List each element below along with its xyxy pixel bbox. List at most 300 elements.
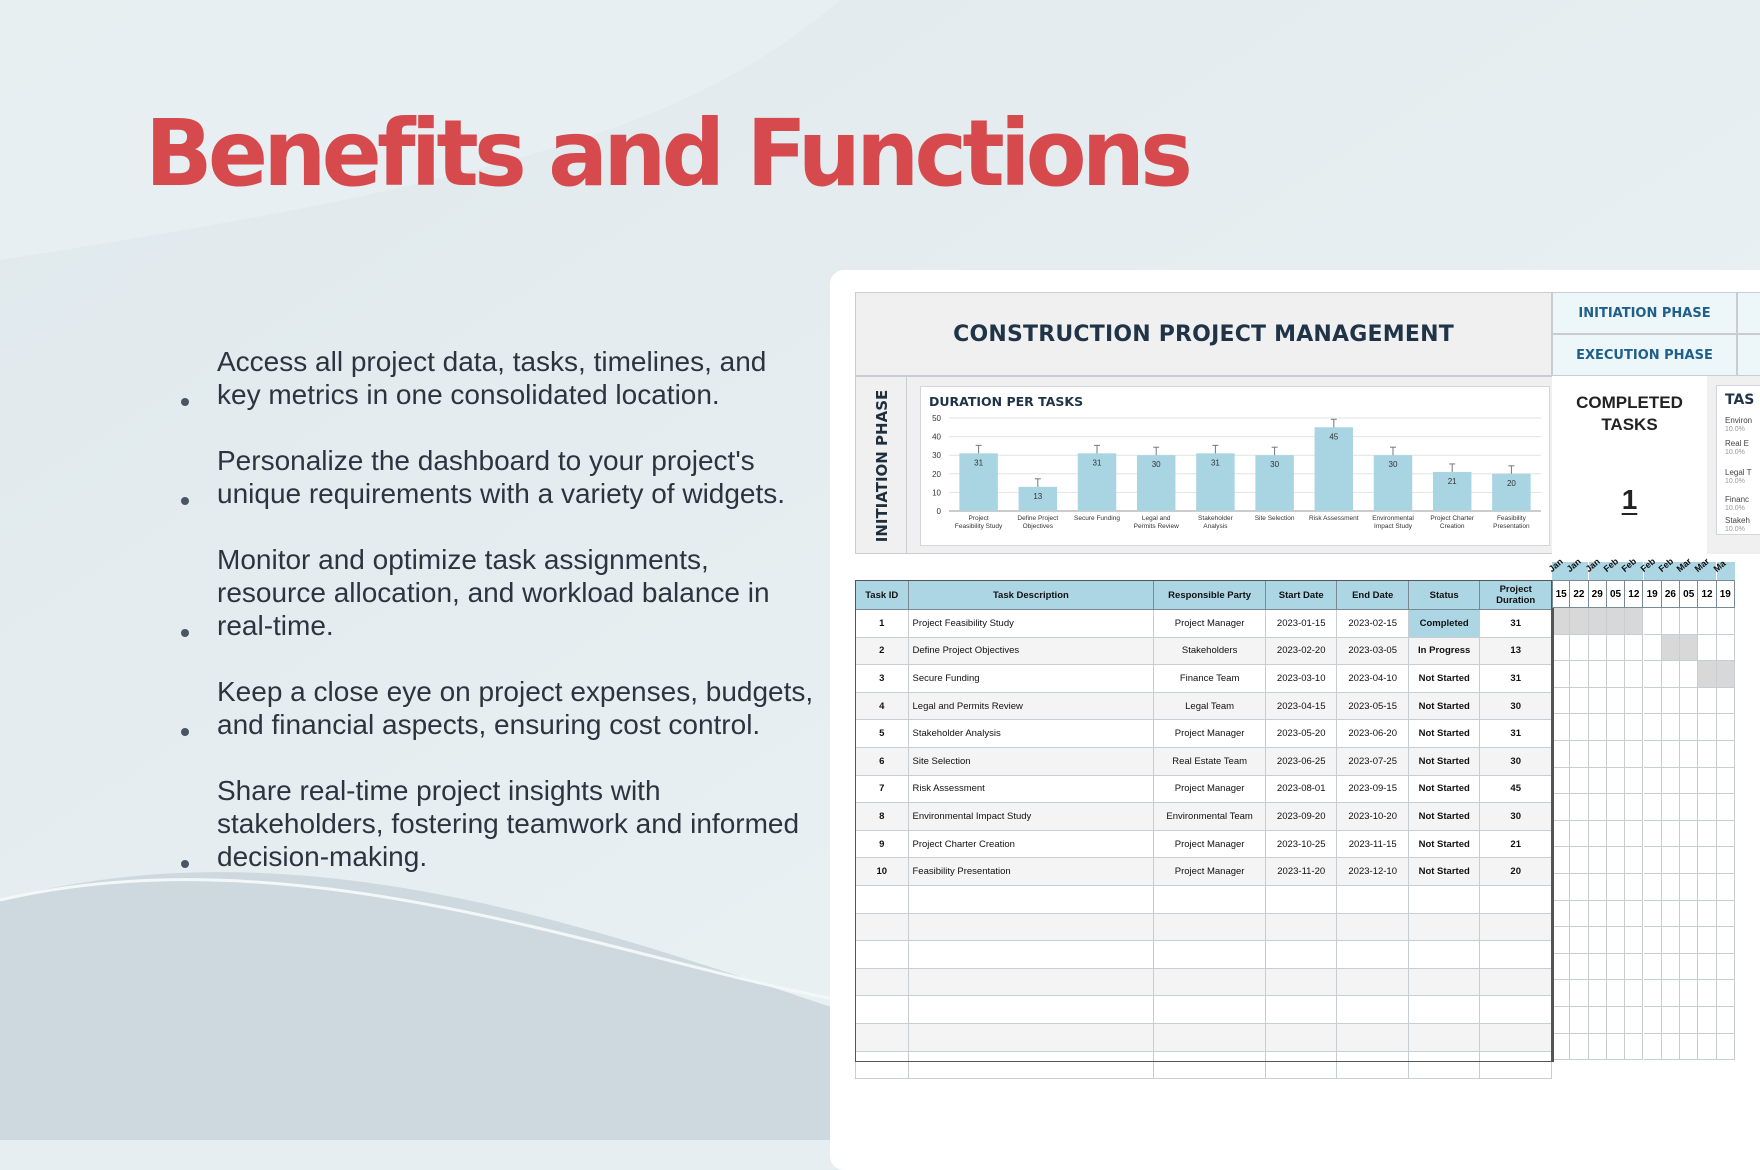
gantt-cell — [1717, 954, 1735, 981]
cell-task-id[interactable]: 6 — [856, 747, 909, 775]
empty-cell[interactable] — [908, 941, 1154, 969]
gantt-cell — [1552, 714, 1570, 741]
gantt-cell — [1570, 714, 1588, 741]
empty-cell[interactable] — [1154, 885, 1266, 913]
cell-task-description[interactable]: Project Charter Creation — [908, 830, 1154, 858]
gantt-cell — [1680, 635, 1698, 662]
empty-cell[interactable] — [1337, 968, 1408, 996]
gantt-cell — [1552, 1007, 1570, 1034]
benefit-item — [175, 345, 815, 411]
cell-task-id[interactable]: 5 — [856, 720, 909, 748]
gantt-month-text: Feb — [1656, 556, 1676, 574]
gantt-month-text: Ma — [1711, 558, 1728, 574]
gantt-cell — [1644, 901, 1662, 928]
empty-cell[interactable] — [1337, 1051, 1408, 1079]
gantt-cell — [1625, 821, 1643, 848]
empty-cell[interactable] — [1265, 913, 1336, 941]
empty-cell[interactable] — [1408, 996, 1479, 1024]
empty-cell[interactable] — [908, 1051, 1154, 1079]
benefit-item — [175, 444, 815, 510]
gantt-cell — [1552, 768, 1570, 795]
cell-task-description[interactable]: Environmental Impact Study — [908, 803, 1154, 831]
gantt-cell — [1698, 874, 1716, 901]
gantt-cell — [1552, 901, 1570, 928]
cell-status[interactable]: Not Started — [1408, 747, 1479, 775]
side-phase-label: INITIATION PHASE — [873, 389, 891, 543]
cell-start-date[interactable]: 2023-10-25 — [1265, 830, 1336, 858]
gantt-cell — [1644, 980, 1662, 1007]
empty-cell[interactable] — [1154, 913, 1266, 941]
gantt-cell — [1698, 794, 1716, 821]
cell-end-date[interactable]: 2023-06-20 — [1337, 720, 1408, 748]
cell-start-date[interactable]: 2023-03-10 — [1265, 665, 1336, 693]
gantt-cell — [1589, 821, 1607, 848]
chart-y-tick: 40 — [932, 432, 941, 442]
cell-end-date[interactable]: 2023-10-20 — [1337, 803, 1408, 831]
gantt-cell — [1607, 821, 1625, 848]
gantt-cell — [1698, 608, 1716, 635]
cell-duration[interactable]: 31 — [1480, 610, 1552, 638]
gantt-cell — [1625, 661, 1643, 688]
gantt-cell — [1680, 794, 1698, 821]
gantt-cell — [1589, 1007, 1607, 1034]
empty-cell[interactable] — [1265, 996, 1336, 1024]
cell-responsible-party[interactable]: Project Manager — [1154, 610, 1266, 638]
gantt-cell — [1698, 847, 1716, 874]
gantt-cell — [1625, 1007, 1643, 1034]
cell-task-description[interactable]: Site Selection — [908, 747, 1154, 775]
task-table-body — [856, 610, 1552, 1079]
gantt-cell — [1607, 608, 1625, 635]
cell-start-date[interactable]: 2023-09-20 — [1265, 803, 1336, 831]
chart-x-tick: Project Charter — [1430, 515, 1475, 522]
empty-cell[interactable] — [1265, 1023, 1336, 1051]
table-row[interactable] — [856, 803, 1552, 831]
gantt-cell — [1680, 901, 1698, 928]
cell-responsible-party[interactable]: Project Manager — [1154, 830, 1266, 858]
empty-cell[interactable] — [1154, 968, 1266, 996]
empty-cell[interactable] — [856, 941, 909, 969]
gantt-day-header: 12 — [1698, 580, 1716, 608]
empty-row[interactable] — [856, 968, 1552, 996]
task-share-item — [1725, 439, 1749, 457]
empty-cell[interactable] — [1480, 885, 1552, 913]
empty-cell[interactable] — [856, 1023, 909, 1051]
empty-cell[interactable] — [908, 1023, 1154, 1051]
gantt-cell — [1607, 847, 1625, 874]
empty-cell[interactable] — [1154, 996, 1266, 1024]
gantt-cell — [1589, 1034, 1607, 1061]
empty-cell[interactable] — [856, 1051, 909, 1079]
empty-cell[interactable] — [1337, 913, 1408, 941]
gantt-cell — [1625, 688, 1643, 715]
duration-bar-chart — [921, 387, 1551, 547]
gantt-cell — [1662, 661, 1680, 688]
chart-y-tick: 10 — [932, 488, 941, 498]
chart-container — [907, 376, 1552, 554]
benefit-text: Monitor and optimize task assignments, resource allocation, and workload balance in real-time. — [217, 544, 770, 641]
gantt-day-header: 05 — [1680, 580, 1698, 608]
gantt-cell — [1607, 980, 1625, 1007]
bullet-icon — [181, 860, 189, 868]
cell-end-date[interactable]: 2023-05-15 — [1337, 692, 1408, 720]
cell-duration[interactable]: 31 — [1480, 665, 1552, 693]
gantt-cell — [1644, 954, 1662, 981]
initiation-phase-button[interactable]: INITIATION PHASE — [1552, 292, 1737, 334]
cell-start-date[interactable]: 2023-02-20 — [1265, 637, 1336, 665]
task-share-pct: 10.0% — [1725, 478, 1745, 485]
col-header-project-duration[interactable]: Project Duration — [1480, 581, 1552, 610]
gantt-cell — [1644, 821, 1662, 848]
gantt-cell — [1698, 1034, 1716, 1061]
gantt-cell — [1662, 954, 1680, 981]
empty-cell[interactable] — [1337, 1023, 1408, 1051]
gantt-cell — [1552, 927, 1570, 954]
cell-end-date[interactable]: 2023-12-10 — [1337, 858, 1408, 886]
empty-cell[interactable] — [856, 968, 909, 996]
cell-task-id[interactable]: 3 — [856, 665, 909, 693]
spreadsheet — [855, 292, 1760, 1142]
task-share-pct: 10.0% — [1725, 449, 1745, 456]
gantt-cell — [1680, 661, 1698, 688]
cell-status[interactable]: Not Started — [1408, 803, 1479, 831]
cell-responsible-party[interactable]: Project Manager — [1154, 720, 1266, 748]
col-header-end-date[interactable]: End Date — [1337, 581, 1408, 610]
empty-cell[interactable] — [1408, 1051, 1479, 1079]
empty-cell[interactable] — [1337, 941, 1408, 969]
completed-label-line2: TASKS — [1601, 415, 1658, 434]
gantt-cell — [1607, 794, 1625, 821]
gantt-month-text: Jan — [1583, 556, 1602, 574]
gantt-day-header: 19 — [1643, 580, 1661, 608]
task-table — [855, 580, 1552, 1079]
empty-cell[interactable] — [1480, 913, 1552, 941]
task-share-name: Real E — [1725, 439, 1750, 448]
gantt-cell — [1717, 874, 1735, 901]
chart-x-tick: Permits Review — [1133, 523, 1179, 530]
empty-cell[interactable] — [1265, 941, 1336, 969]
cell-duration[interactable]: 45 — [1480, 775, 1552, 803]
gantt-cell — [1680, 714, 1698, 741]
cell-task-id[interactable]: 4 — [856, 692, 909, 720]
cell-status[interactable]: Not Started — [1408, 720, 1479, 748]
empty-cell[interactable] — [1408, 1023, 1479, 1051]
cell-task-description[interactable]: Project Feasibility Study — [908, 610, 1154, 638]
cell-duration[interactable]: 30 — [1480, 803, 1552, 831]
empty-cell[interactable] — [1408, 885, 1479, 913]
gantt-month-text: Feb — [1601, 556, 1621, 574]
chart-x-tick: Project — [968, 515, 989, 522]
gantt-cell — [1570, 608, 1588, 635]
cell-responsible-party[interactable]: Legal Team — [1154, 692, 1266, 720]
empty-cell[interactable] — [908, 996, 1154, 1024]
gantt-cell — [1589, 688, 1607, 715]
cell-task-id[interactable]: 8 — [856, 803, 909, 831]
cell-status[interactable]: Completed — [1408, 610, 1479, 638]
cell-responsible-party[interactable]: Finance Team — [1154, 665, 1266, 693]
gantt-chart — [1546, 556, 1760, 1062]
gantt-cell — [1589, 901, 1607, 928]
cell-responsible-party[interactable]: Stakeholders — [1154, 637, 1266, 665]
cell-start-date[interactable]: 2023-01-15 — [1265, 610, 1336, 638]
gantt-cell — [1717, 980, 1735, 1007]
cell-task-description[interactable]: Stakeholder Analysis — [908, 720, 1154, 748]
table-row[interactable] — [856, 692, 1552, 720]
gantt-cell — [1552, 954, 1570, 981]
benefit-text: Share real-time project insights with stakeholders, fostering teamwork and informed decision-making. — [217, 775, 800, 872]
chart-x-tick: Risk Assessment — [1309, 515, 1359, 522]
cell-task-description[interactable]: Secure Funding — [908, 665, 1154, 693]
table-header-row — [856, 581, 1552, 610]
task-share-pct: 10.0% — [1725, 505, 1745, 512]
table-row[interactable] — [856, 775, 1552, 803]
cell-task-id[interactable]: 1 — [856, 610, 909, 638]
empty-cell[interactable] — [908, 913, 1154, 941]
col-header-start-date[interactable]: Start Date — [1265, 581, 1336, 610]
task-share-pct: 10.0% — [1725, 526, 1745, 533]
gantt-cell — [1570, 768, 1588, 795]
empty-row[interactable] — [856, 913, 1552, 941]
gantt-cell — [1717, 794, 1735, 821]
cell-status[interactable]: Not Started — [1408, 665, 1479, 693]
gantt-cell — [1570, 927, 1588, 954]
table-row[interactable] — [856, 637, 1552, 665]
gantt-day-header: 19 — [1717, 580, 1735, 608]
phase-button-extra[interactable] — [1737, 334, 1760, 376]
cell-end-date[interactable]: 2023-11-15 — [1337, 830, 1408, 858]
cell-start-date[interactable]: 2023-11-20 — [1265, 858, 1336, 886]
cell-status[interactable]: Not Started — [1408, 858, 1479, 886]
gantt-cell — [1662, 821, 1680, 848]
gantt-cell — [1698, 741, 1716, 768]
empty-cell[interactable] — [856, 885, 909, 913]
benefit-text: Keep a close eye on project expenses, budgets, and financial aspects, ensuring cost control. — [217, 676, 814, 740]
chart-data-label: 21 — [1447, 476, 1457, 486]
empty-cell[interactable] — [1154, 1051, 1266, 1079]
table-row[interactable] — [856, 830, 1552, 858]
gantt-cell — [1680, 821, 1698, 848]
empty-cell[interactable] — [1265, 968, 1336, 996]
gantt-cell — [1698, 954, 1716, 981]
empty-row[interactable] — [856, 1051, 1552, 1079]
gantt-cell — [1644, 661, 1662, 688]
cell-task-id[interactable]: 9 — [856, 830, 909, 858]
gantt-cell — [1589, 741, 1607, 768]
cell-duration[interactable]: 21 — [1480, 830, 1552, 858]
gantt-day-header: 22 — [1570, 580, 1588, 608]
gantt-cell — [1680, 1034, 1698, 1061]
empty-cell[interactable] — [908, 968, 1154, 996]
task-share-name: Stakeh — [1725, 516, 1750, 525]
cell-task-description[interactable]: Legal and Permits Review — [908, 692, 1154, 720]
cell-task-id[interactable]: 2 — [856, 637, 909, 665]
gantt-cell — [1552, 635, 1570, 662]
cell-start-date[interactable]: 2023-06-25 — [1265, 747, 1336, 775]
empty-cell[interactable] — [1265, 1051, 1336, 1079]
gantt-cell — [1680, 874, 1698, 901]
gantt-cell — [1589, 847, 1607, 874]
gantt-cell — [1607, 954, 1625, 981]
chart-x-tick: Environmental — [1372, 515, 1414, 522]
gantt-day-row — [1552, 580, 1760, 608]
cell-end-date[interactable]: 2023-07-25 — [1337, 747, 1408, 775]
gantt-cell — [1589, 927, 1607, 954]
cell-duration[interactable]: 30 — [1480, 747, 1552, 775]
gantt-cell — [1570, 635, 1588, 662]
phase-button-extra[interactable] — [1737, 292, 1760, 334]
gantt-cell — [1717, 714, 1735, 741]
cell-task-id[interactable]: 10 — [856, 858, 909, 886]
cell-status[interactable]: In Progress — [1408, 637, 1479, 665]
benefit-item — [175, 543, 815, 642]
chart-data-label: 30 — [1388, 460, 1398, 470]
col-header-status[interactable]: Status — [1408, 581, 1479, 610]
cell-status[interactable]: Not Started — [1408, 775, 1479, 803]
cell-duration[interactable]: 30 — [1480, 692, 1552, 720]
task-share-item — [1725, 468, 1752, 486]
gantt-cell — [1589, 608, 1607, 635]
col-header-task-id[interactable]: Task ID — [856, 581, 909, 610]
empty-cell[interactable] — [1337, 885, 1408, 913]
gantt-cell — [1607, 741, 1625, 768]
empty-cell[interactable] — [1480, 996, 1552, 1024]
empty-row[interactable] — [856, 996, 1552, 1024]
bullet-icon — [181, 497, 189, 505]
empty-cell[interactable] — [1480, 968, 1552, 996]
chart-x-tick: Stakeholder — [1198, 515, 1233, 522]
cell-duration[interactable]: 31 — [1480, 720, 1552, 748]
gantt-cell — [1589, 874, 1607, 901]
cell-end-date[interactable]: 2023-02-15 — [1337, 610, 1408, 638]
cell-responsible-party[interactable]: Environmental Team — [1154, 803, 1266, 831]
gantt-cell — [1570, 847, 1588, 874]
chart-title: DURATION PER TASKS — [929, 394, 1084, 409]
cell-responsible-party[interactable]: Project Manager — [1154, 858, 1266, 886]
cell-task-description[interactable]: Risk Assessment — [908, 775, 1154, 803]
chart-data-label: 45 — [1329, 432, 1339, 442]
col-header-task-description[interactable]: Task Description — [908, 581, 1154, 610]
gantt-cell — [1625, 1034, 1643, 1061]
gantt-cell — [1625, 954, 1643, 981]
gantt-cell — [1552, 661, 1570, 688]
cell-task-description[interactable]: Define Project Objectives — [908, 637, 1154, 665]
gantt-month-row — [1546, 556, 1760, 580]
cell-task-description[interactable]: Feasibility Presentation — [908, 858, 1154, 886]
gantt-cell — [1625, 768, 1643, 795]
cell-status[interactable]: Not Started — [1408, 692, 1479, 720]
gantt-cell — [1552, 608, 1570, 635]
cell-start-date[interactable]: 2023-04-15 — [1265, 692, 1336, 720]
chart-data-label: 30 — [1151, 460, 1161, 470]
empty-cell[interactable] — [908, 885, 1154, 913]
empty-row[interactable] — [856, 885, 1552, 913]
empty-cell[interactable] — [1265, 885, 1336, 913]
gantt-cell — [1589, 980, 1607, 1007]
completed-tasks-label — [1552, 392, 1707, 436]
table-row[interactable] — [856, 720, 1552, 748]
cell-task-id[interactable]: 7 — [856, 775, 909, 803]
execution-phase-button[interactable]: EXECUTION PHASE — [1552, 334, 1737, 376]
empty-cell[interactable] — [1154, 1023, 1266, 1051]
cell-end-date[interactable]: 2023-03-05 — [1337, 637, 1408, 665]
gantt-cell — [1698, 1007, 1716, 1034]
cell-responsible-party[interactable]: Real Estate Team — [1154, 747, 1266, 775]
empty-cell[interactable] — [1337, 996, 1408, 1024]
gantt-cell — [1607, 661, 1625, 688]
empty-cell[interactable] — [1408, 913, 1479, 941]
gantt-cell — [1570, 688, 1588, 715]
gantt-cell — [1644, 635, 1662, 662]
gantt-cell — [1662, 980, 1680, 1007]
gantt-cell — [1570, 954, 1588, 981]
empty-cell[interactable] — [1408, 941, 1479, 969]
chart-x-tick: Define Project — [1017, 515, 1059, 522]
gantt-cell — [1662, 794, 1680, 821]
cell-end-date[interactable]: 2023-09-15 — [1337, 775, 1408, 803]
gantt-cell — [1552, 688, 1570, 715]
gantt-cell — [1698, 635, 1716, 662]
gantt-cell — [1570, 741, 1588, 768]
cell-duration[interactable]: 20 — [1480, 858, 1552, 886]
col-header-responsible-party[interactable]: Responsible Party — [1154, 581, 1266, 610]
gantt-cell — [1717, 821, 1735, 848]
cell-responsible-party[interactable]: Project Manager — [1154, 775, 1266, 803]
empty-row[interactable] — [856, 1023, 1552, 1051]
cell-end-date[interactable]: 2023-04-10 — [1337, 665, 1408, 693]
empty-cell[interactable] — [1480, 941, 1552, 969]
empty-cell[interactable] — [1480, 1023, 1552, 1051]
chart-data-label: 20 — [1506, 478, 1516, 488]
gantt-cell — [1698, 661, 1716, 688]
cell-start-date[interactable]: 2023-08-01 — [1265, 775, 1336, 803]
task-share-pct: 10.0% — [1725, 426, 1745, 433]
gantt-cell — [1625, 874, 1643, 901]
gantt-cell — [1698, 927, 1716, 954]
chart-y-tick: 20 — [932, 469, 941, 479]
gantt-cell — [1644, 1034, 1662, 1061]
table-row[interactable] — [856, 610, 1552, 638]
gantt-cell — [1589, 714, 1607, 741]
cell-duration[interactable]: 13 — [1480, 637, 1552, 665]
table-row[interactable] — [856, 858, 1552, 886]
gantt-day-header: 05 — [1607, 580, 1625, 608]
table-row[interactable] — [856, 747, 1552, 775]
table-row[interactable] — [856, 665, 1552, 693]
chart-x-tick: Legal and — [1141, 515, 1171, 522]
empty-cell[interactable] — [856, 996, 909, 1024]
empty-row[interactable] — [856, 941, 1552, 969]
cell-status[interactable]: Not Started — [1408, 830, 1479, 858]
gantt-day-header: 26 — [1662, 580, 1680, 608]
gantt-cell — [1698, 980, 1716, 1007]
empty-cell[interactable] — [1408, 968, 1479, 996]
gantt-cell — [1552, 741, 1570, 768]
bullet-icon — [181, 398, 189, 406]
gantt-cell — [1662, 714, 1680, 741]
gantt-cell — [1717, 1034, 1735, 1061]
task-share-item — [1725, 516, 1750, 534]
gantt-cell — [1625, 901, 1643, 928]
task-share-name: Legal T — [1725, 468, 1752, 477]
cell-start-date[interactable]: 2023-05-20 — [1265, 720, 1336, 748]
empty-cell[interactable] — [1154, 941, 1266, 969]
gantt-cell — [1698, 821, 1716, 848]
empty-cell[interactable] — [856, 913, 909, 941]
gantt-cell — [1644, 741, 1662, 768]
gantt-month-text: Mar — [1674, 556, 1694, 574]
benefit-text: Access all project data, tasks, timelines, and key metrics in one consolidated location. — [217, 346, 767, 410]
empty-cell[interactable] — [1480, 1051, 1552, 1079]
